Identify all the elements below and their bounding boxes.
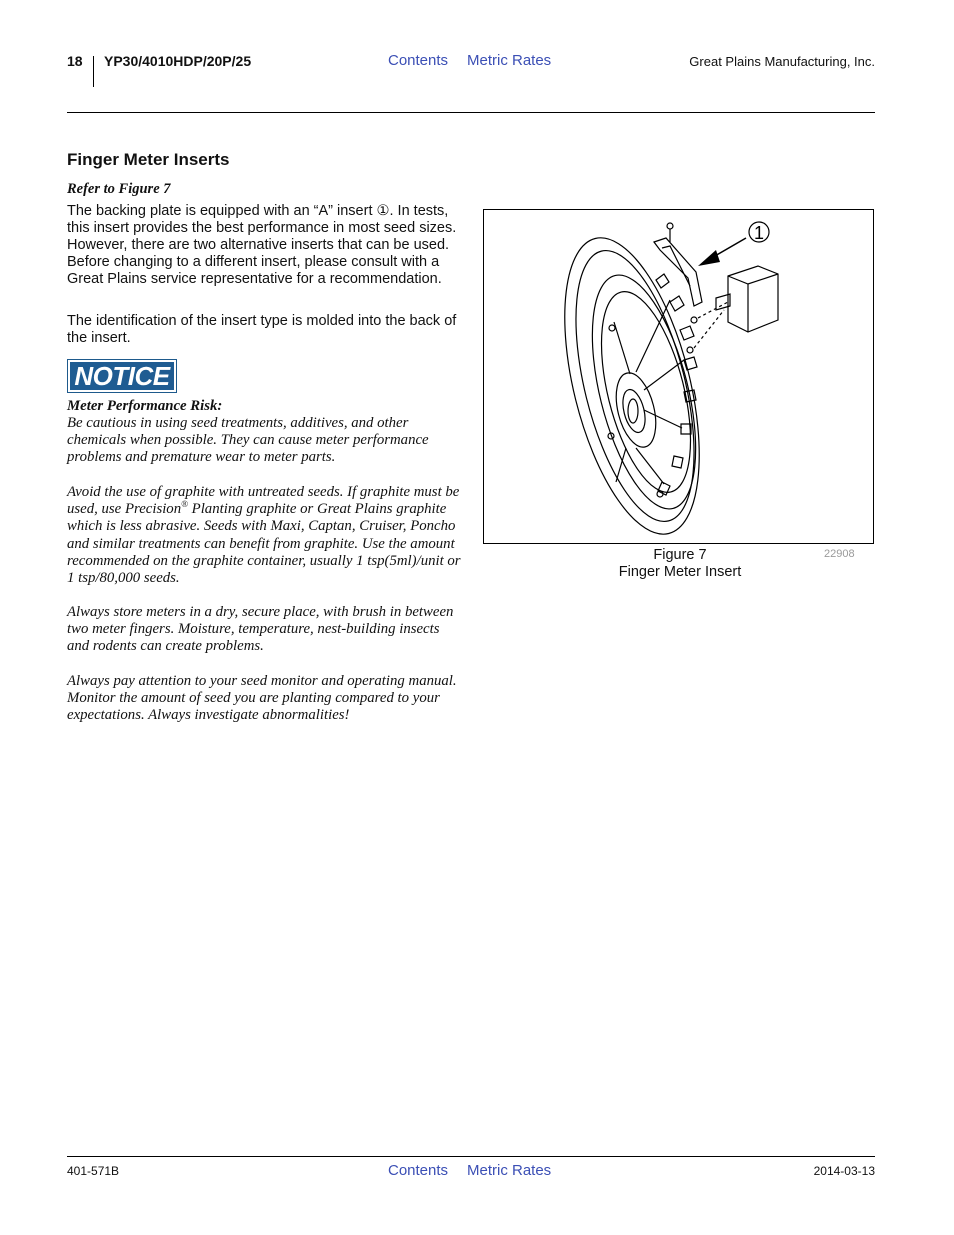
- section-title: Finger Meter Inserts: [67, 150, 230, 169]
- insert-identification: The identification of the insert type is molded into the back of the insert.: [67, 313, 457, 346]
- registered-mark: ®: [181, 499, 188, 510]
- insert-description: The backing plate is equipped with an “A” insert ①. In tests, this insert provides the best performance in most seed sizes. However, there are two alternative inserts that can be used. Before changing to a different insert, please consult with a Great Plains service representative for a recommendation.: [67, 203, 457, 287]
- document-title: YP30/4010HDP/20P/25: [104, 53, 252, 69]
- notice-badge: [67, 359, 177, 393]
- figure-caption: Finger Meter Insert: [618, 564, 742, 580]
- header-divider: [93, 56, 94, 87]
- notice-paragraph-2-start: Avoid the use of graphite with untreated seeds. If graphite must be used, use Precision: [67, 484, 460, 518]
- company-name: Great Plains Manufacturing, Inc.: [689, 54, 875, 69]
- callout-number: 1: [753, 223, 765, 243]
- notice-paragraph-2: [67, 484, 462, 587]
- page-number: 18: [67, 53, 83, 69]
- notice-badge-label: NOTICE: [70, 362, 174, 390]
- document-number: 401-571B: [67, 1164, 120, 1178]
- footer-rule: [67, 1156, 875, 1157]
- header-contents-link[interactable]: Contents: [388, 52, 449, 69]
- figure-frame: [483, 209, 874, 544]
- figure-reference: Refer to Figure 7: [67, 181, 171, 197]
- footer-metric-rates-link[interactable]: Metric Rates: [467, 1162, 552, 1179]
- document-date: 2014-03-13: [813, 1164, 875, 1178]
- notice-paragraph-3: Always store meters in a dry, secure place, with brush in between two meter fingers. Moisture, temperature, nest-building insects and rodents can create problems.: [67, 604, 454, 655]
- notice-paragraph-1: Be cautious in using seed treatments, additives, and other chemicals when possible. They can cause meter performance problems and premature wear to meter parts.: [67, 415, 429, 466]
- notice-paragraph-2-end: Planting graphite or Great Plains graphite which is less abrasive. Seeds with Maxi, Captan, Cruiser, Poncho and similar treatments can benefit from graphite. Use the amount recommended on the graphite container, usually 1 tsp(5ml)/unit or 1 tsp/80,000 seeds.: [67, 501, 461, 587]
- finger-meter-illustration: [484, 210, 873, 543]
- header-rule: [67, 112, 875, 113]
- header-metric-rates-link[interactable]: Metric Rates: [467, 52, 552, 69]
- notice-paragraph-4: Always pay attention to your seed monitor and operating manual. Monitor the amount of seed you are planting compared to your expectations. Always investigate abnormalities!: [67, 673, 457, 724]
- notice-risk-title: Meter Performance Risk:: [67, 398, 223, 414]
- figure-label: Figure 7: [653, 547, 707, 563]
- footer-contents-link[interactable]: Contents: [388, 1162, 449, 1179]
- figure-id: 22908: [824, 548, 855, 560]
